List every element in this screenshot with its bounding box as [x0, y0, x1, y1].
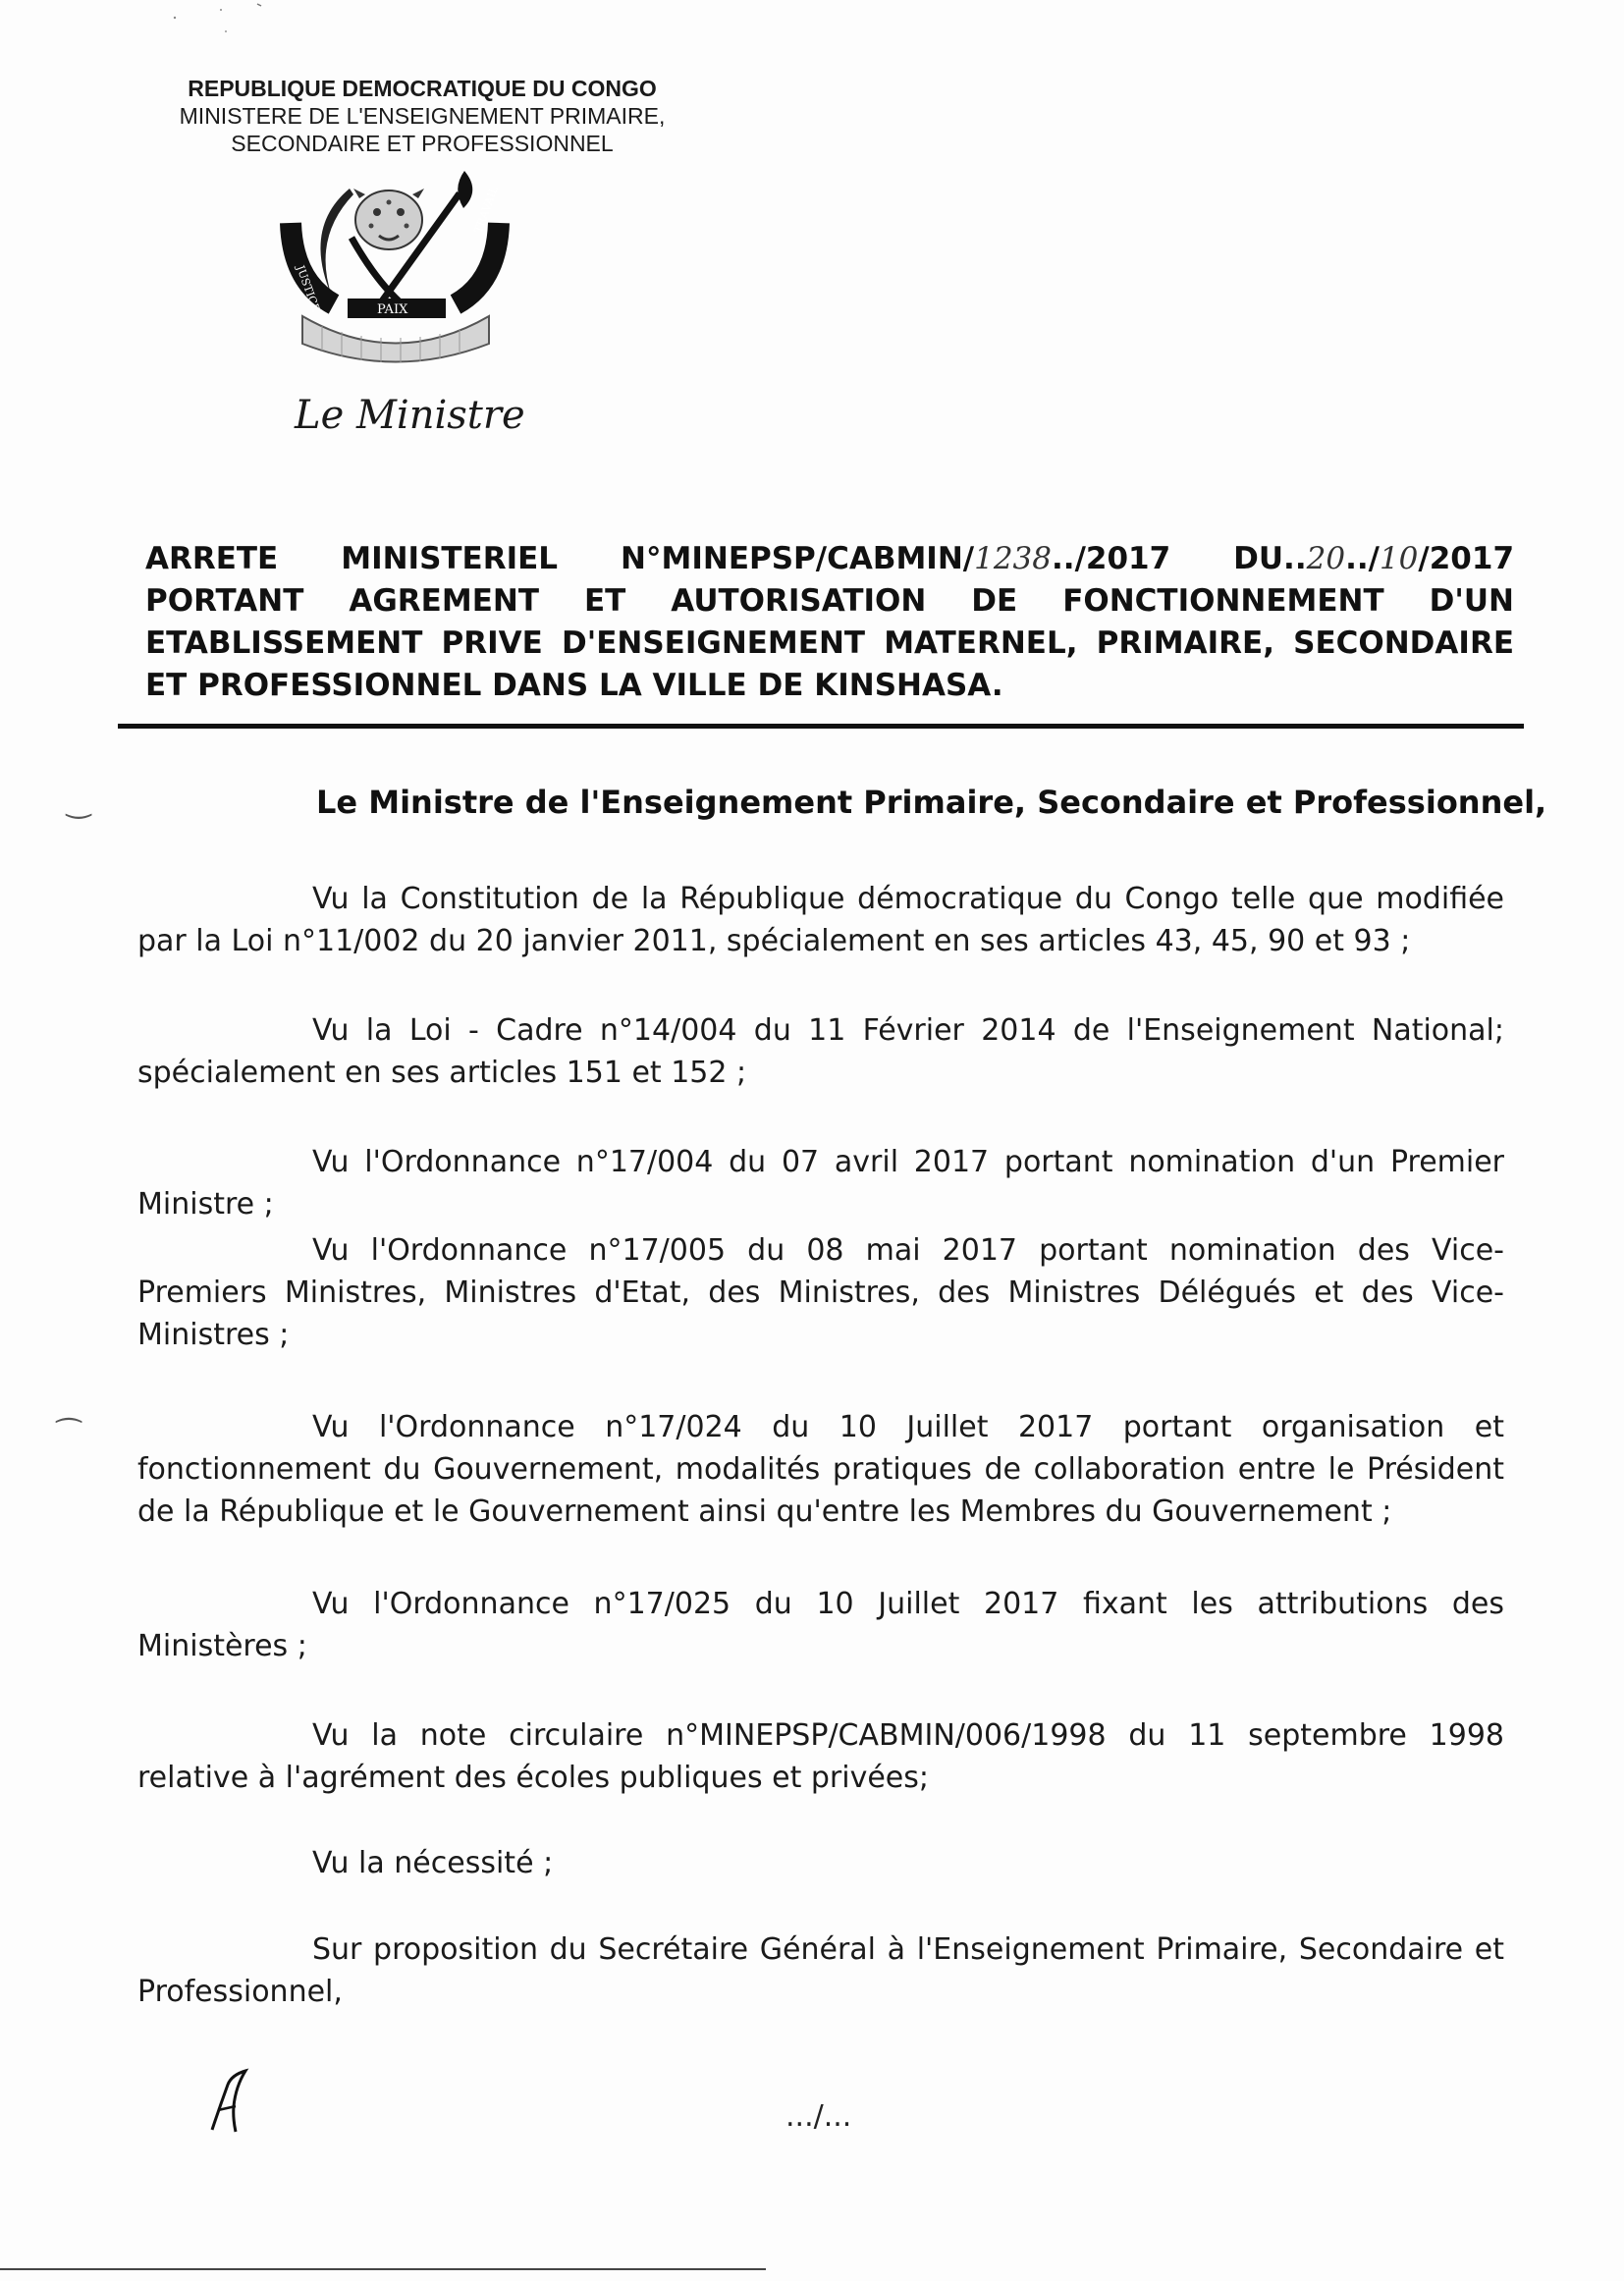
- country-name: REPUBLIQUE DEMOCRATIQUE DU CONGO: [188, 76, 657, 101]
- handwritten-day: 20: [1306, 541, 1346, 576]
- paragraph-ordonnance-024: Vu l'Ordonnance n°17/024 du 10 Juillet 2017 portant organisation et fonctionnement du Gouvernement, modalités pratiques de collaboration entre le Président de la République et le Gouvernement ainsi qu'entre les Membres du Gouvernement ;: [137, 1410, 1504, 1529]
- paragraph-note-circulaire: Vu la note circulaire n°MINEPSP/CABMIN/006/1998 du 11 septembre 1998 relative à l'agrément des écoles publiques et privées;: [137, 1718, 1504, 1795]
- title-line-2: PORTANT AGREMENT ET AUTORISATION DE FONCTIONNEMENT D'UN: [145, 583, 1514, 619]
- paragraph-necessite: Vu la nécessité ;: [312, 1846, 554, 1880]
- scan-specks: [167, 0, 265, 59]
- paragraph-ordonnance-005: Vu l'Ordonnance n°17/005 du 08 mai 2017 portant nomination des Vice- Premiers Ministres, Ministres d'Etat, des Ministres, des Ministres Délégués et des Vice- Ministres ;: [137, 1233, 1504, 1352]
- svg-text:PAIX: PAIX: [377, 302, 408, 317]
- title-line-4: ET PROFESSIONNEL DANS LA VILLE DE KINSHASA.: [145, 668, 1003, 703]
- continuation-mark: .../...: [785, 2099, 852, 2134]
- paragraph-loi-cadre: Vu la Loi - Cadre n°14/004 du 11 Février 2014 de l'Enseignement National; spécialement en ses articles 151 et 152 ;: [137, 1013, 1504, 1090]
- handwritten-initial: [206, 2067, 253, 2136]
- paragraph-ordonnance-004: Vu l'Ordonnance n°17/004 du 07 avril 2017 portant nomination d'un Premier Ministre ;: [137, 1145, 1504, 1222]
- title-underline: [118, 724, 1524, 729]
- paragraph-ordonnance-025: Vu l'Ordonnance n°17/025 du 10 Juillet 2017 fixant les attributions des Ministères ;: [137, 1587, 1504, 1663]
- svg-text:TRAVAIL: TRAVAIL: [471, 184, 501, 236]
- title-line-1: ARRETE MINISTERIEL N°MINEPSP/CABMIN/1238../2017 DU..20../10/2017: [145, 541, 1515, 576]
- minister-title: Le Ministre: [295, 393, 525, 438]
- letterhead: [118, 75, 727, 157]
- margin-dash: ⁀: [57, 1419, 81, 1453]
- handwritten-decree-number: 1238: [974, 541, 1053, 576]
- decree-title: [145, 538, 1514, 707]
- bottom-scan-edge: [0, 2268, 766, 2270]
- coat-of-arms-emblem: [263, 169, 528, 370]
- svg-text:JUSTICE: JUSTICE: [294, 263, 323, 314]
- title-line-3: ETABLISSEMENT PRIVE D'ENSEIGNEMENT MATERNEL, PRIMAIRE, SECONDAIRE: [145, 625, 1514, 661]
- margin-dash: ‿: [67, 786, 91, 820]
- ministry-name-line1: MINISTERE DE L'ENSEIGNEMENT PRIMAIRE,: [179, 103, 666, 129]
- handwritten-month: 10: [1379, 541, 1419, 576]
- paragraph-constitution: Vu la Constitution de la République démocratique du Congo telle que modifiée par la Loi n°11/002 du 20 janvier 2011, spécialement en ses articles 43, 45, 90 et 93 ;: [137, 882, 1504, 958]
- leopard-head-icon: [353, 189, 424, 249]
- minister-heading: Le Ministre de l'Enseignement Primaire, Secondaire et Professionnel,: [316, 784, 1547, 821]
- ministry-name-line2: SECONDAIRE ET PROFESSIONNEL: [231, 131, 614, 156]
- paragraph-proposition: Sur proposition du Secrétaire Général à l'Enseignement Primaire, Secondaire et Professionnel,: [137, 1932, 1504, 2009]
